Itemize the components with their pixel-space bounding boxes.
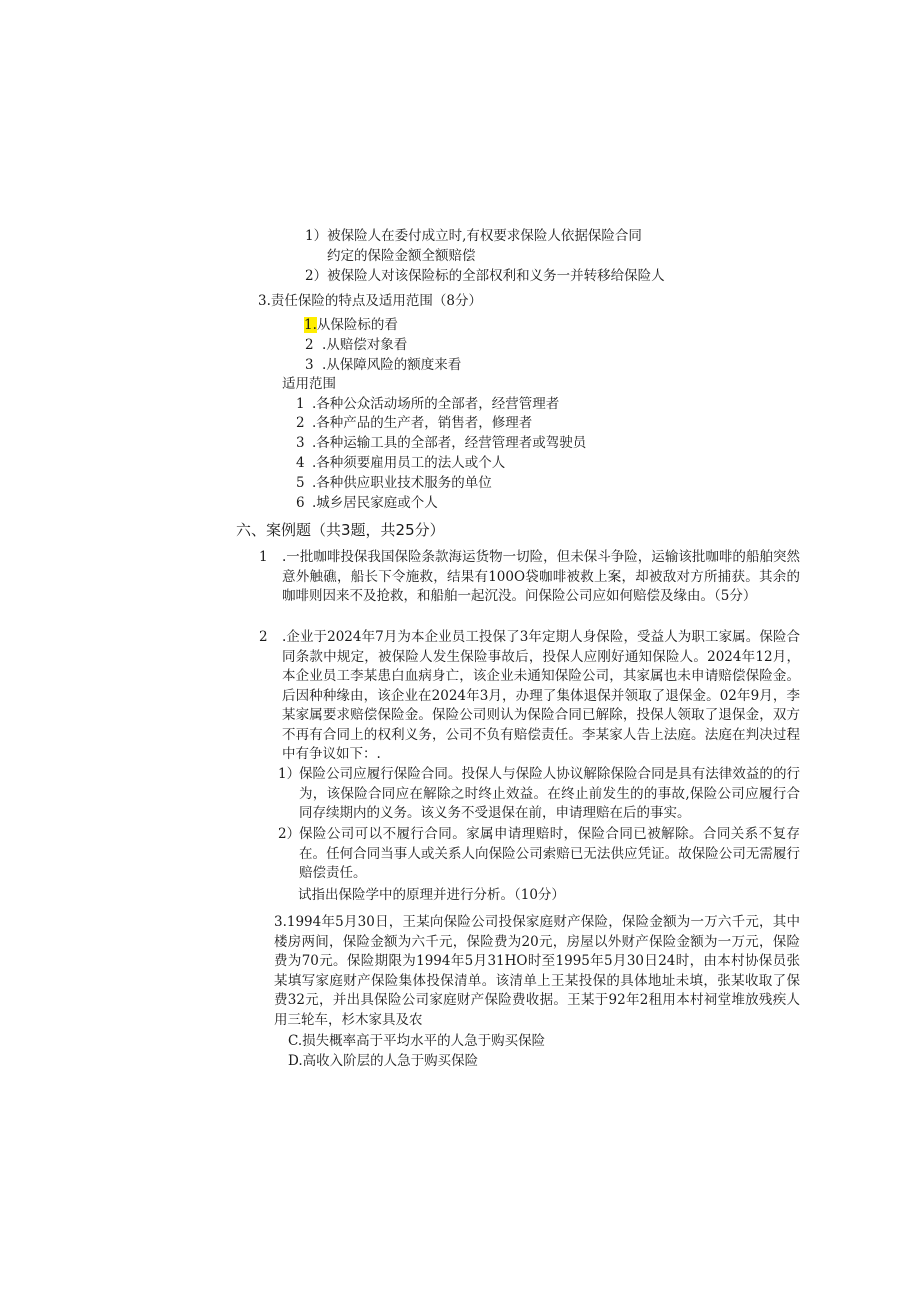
q3-feature-2 [305, 336, 407, 355]
q3-title: 3.责任保险的特点及适用范围（8分） [258, 293, 482, 309]
q3-scope-item-4-num: 4 [296, 455, 305, 471]
transfer-item-2: 2）被保险人对该保险标的全部权利和义务一并转移给保险人 [305, 268, 665, 284]
case-1-text: .一批咖啡投保我国保险条款海运货物一切险，但未保斗争险，运输该批咖啡的船舶突然意外触礁，船长下令施救，结果有100O袋咖啡被救上案，却被敌对方所捕获。其余的咖啡则因来不及抢救，和船舶一起沉没。问保险公司应如何赔偿及缘由。（5分） [282, 549, 800, 604]
case-1-num: 1 [259, 549, 268, 565]
q3-scope-item-6-num: 6 [296, 495, 305, 511]
q3-scope-item-4 [296, 454, 505, 473]
q3-scope-item-6 [296, 494, 438, 513]
case-2-opinion-1-text: 保险公司应履行保险合同。投保人与保险人协议解除保险合同是具有法律效益的的行为，该保险合同应在解除之时终止效益。在终止前发生的的事故,保险公司应履行合同存续期内的义务。该义务不受退保在前，申请理赔在后的事实。 [299, 766, 800, 821]
transfer-item-1-line-2: 约定的保险金额全额赔偿 [327, 248, 476, 264]
q3-scope-item-1-text: .各种公众活动场所的全部者，经营管理者 [312, 396, 560, 412]
q3-scope-item-6-text: .城乡居民家庭或个人 [312, 495, 438, 511]
q3-scope-item-4-text: .各种须要雇用员工的法人或个人 [312, 455, 506, 471]
q3-scope-item-5-text: .各种供应职业技术服务的单位 [312, 475, 492, 491]
q3-feature-3-text: .从保障风险的额度来看 [322, 357, 462, 373]
case-2-num: 2 [259, 629, 268, 645]
q3-scope-item-2 [296, 414, 532, 433]
q3-scope-item-5 [296, 474, 492, 493]
q3-scope-item-5-num: 5 [296, 475, 305, 491]
option-c: C.损失概率高于平均水平的人急于购买保险 [288, 1033, 546, 1049]
option-d: D.高收入阶层的人急于购买保险 [288, 1053, 479, 1069]
q3-feature-1-num: 1. [304, 317, 317, 333]
q3-scope-item-2-text: .各种产品的生产者，销售者，修理者 [312, 415, 533, 431]
case-2-opinion-2-num: 2） [278, 826, 301, 842]
q3-scope-item-1 [296, 395, 559, 414]
q3-scope-item-1-num: 1 [296, 396, 305, 412]
q3-scope-item-3-text: .各种运输工具的全部者，经营管理者或驾驶员 [312, 435, 587, 451]
q3-feature-1 [304, 316, 398, 335]
case-2-opinion-1-num: 1） [278, 766, 301, 782]
section-6-title: 六、案例题（共3题，共25分） [236, 521, 445, 539]
case-2-opinion-2-text: 保险公司可以不履行合同。家属申请理赔时，保险合同已被解除。合同关系不复存在。任何合同当事人或关系人向保险公司索赔已无法供应凭证。故保险公司无需履行赔偿责任。 [299, 826, 800, 881]
case-2-question: 试指出保险学中的原理并进行分析。（10分） [298, 887, 565, 903]
q3-scope-item-2-num: 2 [296, 415, 305, 431]
q3-feature-1-text: 从保险标的看 [316, 317, 398, 333]
q3-feature-3-num: 3 [305, 357, 314, 373]
q3-feature-2-text: .从赔偿对象看 [322, 337, 408, 353]
q3-feature-3 [305, 356, 461, 375]
case-2-text: .企业于2024年7月为本企业员工投保了3年定期人身保险，受益人为职工家属。保险合同条款中规定，被保险人发生保险事故后，投保人应刚好通知保险人。2024年12月，本企业员工李某患白血病身亡，该企业未通知保险公司，其家属也未申请赔偿保险金。后因种种缘由，该企业在2024年3月，办理了集体退保并领取了退保金。02年9月，李某家属要求赔偿保险金。保险公司则认为保险合同已解除，投保人领取了退保金，双方不再有合同上的权利义务，公司不负有赔偿责任。李某家人告上法庭。法庭在判决过程中有争议如下：. [282, 629, 800, 762]
q3-scope-item-3-num: 3 [296, 435, 305, 451]
q3-scope-item-3 [296, 434, 586, 453]
q3-scope-title: 适用范围 [282, 376, 336, 392]
transfer-item-1-line-1: 1）被保险人在委付成立时,有权要求保险人依据保险合同 [305, 228, 642, 244]
case-3-text: 3.1994年5月30日，王某向保险公司投保家庭财产保险，保险金额为一万六千元，其中楼房两间，保险金额为六千元，保险费为20元，房屋以外财产保险金额为一万元，保险费为70元。保险期限为1994年5月31HO时至1995年5月30日24时，由本村协保员张某填写家庭财产保险集体投保清单。该清单上王某投保的具体地址未填，张某收取了保费32元，并出具保险公司家庭财产保险费收据。王某于92年2租用本村祠堂堆放残疾人用三轮车，杉木家具及农 [274, 914, 800, 1028]
q3-feature-2-num: 2 [305, 337, 314, 353]
